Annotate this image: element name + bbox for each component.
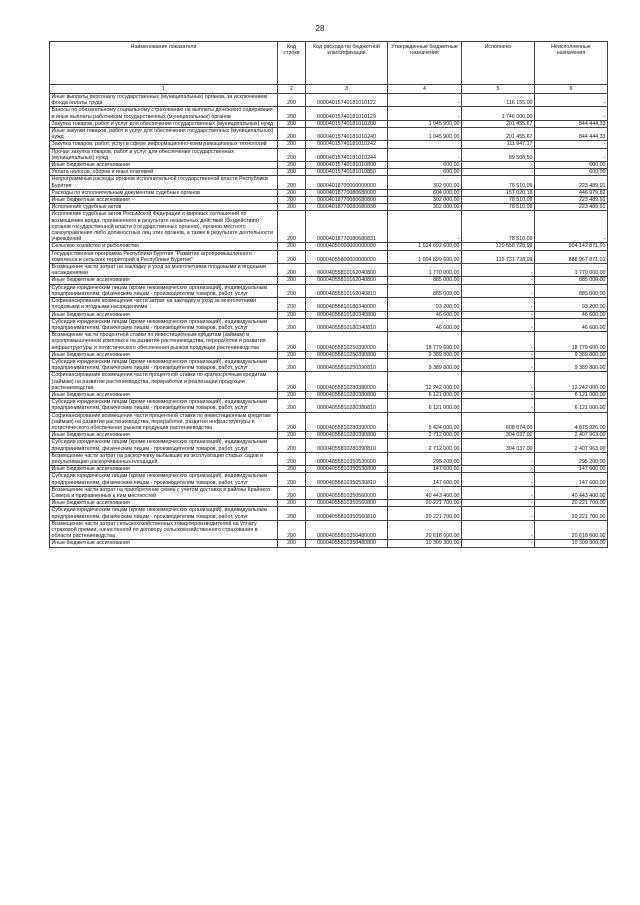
executed-amount-cell: - bbox=[462, 318, 535, 331]
budget-code-cell: 00004018770080680830 bbox=[306, 204, 388, 211]
unexecuted-amount-cell: 20 221 700,00 bbox=[535, 500, 608, 507]
executed-amount-cell: 120 558 728,99 bbox=[462, 243, 535, 250]
indicator-name-cell: Иные закупки товаров, работ и услуг для обеспечения государственных (муниципальных) нужд bbox=[50, 128, 278, 141]
line-code-cell: 200 bbox=[278, 391, 306, 398]
approved-amount-cell: 9 389 800,00 bbox=[388, 351, 462, 358]
table-row bbox=[50, 243, 608, 250]
line-code-cell: 200 bbox=[278, 204, 306, 211]
unexecuted-amount-cell: 888 967 871,01 bbox=[535, 250, 608, 263]
column-number: 2 bbox=[278, 85, 306, 94]
table-row bbox=[50, 162, 608, 169]
budget-code-cell: 00004055810350560810 bbox=[306, 507, 388, 520]
unexecuted-amount-cell: 1 770 000,00 bbox=[535, 264, 608, 277]
table-row bbox=[50, 250, 608, 263]
unexecuted-amount-cell: 844 444,33 bbox=[535, 128, 608, 141]
budget-code-cell: 00004055810350480000 bbox=[306, 520, 388, 540]
executed-amount-cell: 1 746 000,00 bbox=[462, 107, 535, 120]
unexecuted-amount-cell: 147 600,00 bbox=[535, 466, 608, 473]
table-row bbox=[50, 264, 608, 277]
unexecuted-amount-cell: 223 489,91 bbox=[535, 197, 608, 204]
approved-amount-cell: 600,00 bbox=[388, 169, 462, 176]
approved-amount-cell: - bbox=[388, 211, 462, 243]
approved-amount-cell: 2 712 000,00 bbox=[388, 439, 462, 452]
table-row bbox=[50, 318, 608, 331]
budget-code-cell: 00004018700000000000 bbox=[306, 176, 388, 189]
unexecuted-amount-cell: 18 779 600,00 bbox=[535, 332, 608, 352]
line-code-cell: 200 bbox=[278, 540, 306, 547]
approved-amount-cell: 302 000,00 bbox=[388, 204, 462, 211]
table-row bbox=[50, 197, 608, 204]
approved-amount-cell: 1 045 900,00 bbox=[388, 120, 462, 127]
budget-code-cell: 00004015740181010200 bbox=[306, 120, 388, 127]
executed-amount-cell: - bbox=[462, 372, 535, 392]
approved-amount-cell: 1 045 900,00 bbox=[388, 128, 462, 141]
table-row bbox=[50, 204, 608, 211]
approved-amount-cell: 40 443 400,00 bbox=[388, 486, 462, 499]
indicator-name-cell: Иные бюджетные ассигнования bbox=[50, 311, 278, 318]
unexecuted-amount-cell: 46 600,00 bbox=[535, 318, 608, 331]
indicator-name-cell: Иные бюджетные ассигнования bbox=[50, 500, 278, 507]
table-row bbox=[50, 399, 608, 412]
line-code-cell: 200 bbox=[278, 120, 306, 127]
table-row bbox=[50, 391, 608, 398]
header-indicator-name: Наименование показателя bbox=[50, 42, 278, 85]
approved-amount-cell: 9 389 800,00 bbox=[388, 358, 462, 371]
executed-amount-cell: - bbox=[462, 520, 535, 540]
indicator-name-cell: Софинансирование возмещения части затрат на закладку и уход за многолетними плодовыми и ягодными насаждениями bbox=[50, 298, 278, 311]
budget-code-cell: 00004055810350530000 bbox=[306, 452, 388, 465]
unexecuted-amount-cell: 295 200,00 bbox=[535, 452, 608, 465]
executed-amount-cell: - bbox=[462, 399, 535, 412]
line-code-cell: 200 bbox=[278, 243, 306, 250]
header-executed: Исполнено bbox=[462, 42, 535, 85]
approved-amount-cell: 20 221 700,00 bbox=[388, 507, 462, 520]
unexecuted-amount-cell: 6 121 000,00 bbox=[535, 391, 608, 398]
line-code-cell: 200 bbox=[278, 264, 306, 277]
budget-code-cell: 00004055810280380000 bbox=[306, 372, 388, 392]
table-row bbox=[50, 298, 608, 311]
indicator-name-cell: Возмещение части затрат на раскорчевку выбывших из эксплуатации старых садов и рекультивацию раскорчеванных площадей bbox=[50, 452, 278, 465]
unexecuted-amount-cell: 885 000,00 bbox=[535, 277, 608, 284]
table-row bbox=[50, 284, 608, 297]
table-row bbox=[50, 439, 608, 452]
executed-amount-cell: - bbox=[462, 391, 535, 398]
indicator-name-cell: Расходы по исполнительным документам судебных органов bbox=[50, 189, 278, 196]
executed-amount-cell: 201 455,67 bbox=[462, 120, 535, 127]
budget-code-cell: 00004015740181010242 bbox=[306, 141, 388, 148]
executed-amount-cell: 157 020,18 bbox=[462, 189, 535, 196]
header-unexecuted-assignments: Неисполненные назначения bbox=[535, 42, 608, 85]
approved-amount-cell: 20 618 600,00 bbox=[388, 520, 462, 540]
indicator-name-cell: Исполнение судебных актов bbox=[50, 204, 278, 211]
executed-amount-cell: - bbox=[462, 298, 535, 311]
line-code-cell: 200 bbox=[278, 211, 306, 243]
unexecuted-amount-cell: - bbox=[535, 141, 608, 148]
table-row bbox=[50, 412, 608, 432]
table-row bbox=[50, 372, 608, 392]
executed-amount-cell: - bbox=[462, 358, 535, 371]
table-row bbox=[50, 432, 608, 439]
budget-code-cell: 00004055810180340810 bbox=[306, 318, 388, 331]
budget-code-cell: 00004055810162040800 bbox=[306, 277, 388, 284]
executed-amount-cell: 304 037,00 bbox=[462, 439, 535, 452]
table-row bbox=[50, 211, 608, 243]
executed-amount-cell: - bbox=[462, 277, 535, 284]
approved-amount-cell: 295 200,00 bbox=[388, 452, 462, 465]
unexecuted-amount-cell: - bbox=[535, 211, 608, 243]
approved-amount-cell: - bbox=[388, 107, 462, 120]
executed-amount-cell: - bbox=[462, 507, 535, 520]
table-body bbox=[50, 94, 608, 548]
unexecuted-amount-cell: 2 407 963,00 bbox=[535, 432, 608, 439]
column-number: 4 bbox=[388, 85, 462, 94]
line-code-cell: 200 bbox=[278, 358, 306, 371]
executed-amount-cell: 608 074,00 bbox=[462, 412, 535, 432]
indicator-name-cell: Субсидии юридическим лицам (кроме некоммерческих организаций), индивидуальным предпринимателям, физическим лицам - производителям товаров, работ, услуг bbox=[50, 284, 278, 297]
table-row bbox=[50, 128, 608, 141]
budget-code-cell: 00004055810250390810 bbox=[306, 358, 388, 371]
table-row bbox=[50, 520, 608, 540]
budget-code-cell: 00004018770080680800 bbox=[306, 197, 388, 204]
executed-amount-cell: - bbox=[462, 162, 535, 169]
executed-amount-cell: 78 510,09 bbox=[462, 211, 535, 243]
line-code-cell: 200 bbox=[278, 439, 306, 452]
indicator-name-cell: Исполнение судебных актов Российской Федерации и мировых соглашений по возмещению вреда, причиненного в результате незаконных действий (бездействия) органов государственной власти (государственных органов), органов местного самоуправления либо должностных лиц этих органов, а также в результате деятельности учреждений bbox=[50, 211, 278, 243]
indicator-name-cell: Государственная программа Республики Бурятия "Развитие агропромышленного комплекса и сельских территорий в Республике Бурятия" bbox=[50, 250, 278, 263]
budget-code-cell: 00004015740181010240 bbox=[306, 128, 388, 141]
indicator-name-cell: Взносы по обязательному социальному страхованию на выплаты денежного содержания и иные выплаты работникам государственных (муниципальных) органов bbox=[50, 107, 278, 120]
budget-code-cell: 00004055810350560800 bbox=[306, 500, 388, 507]
executed-amount-cell: - bbox=[462, 452, 535, 465]
line-code-cell: 200 bbox=[278, 500, 306, 507]
unexecuted-amount-cell: 885 000,00 bbox=[535, 284, 608, 297]
indicator-name-cell: Возмещение части затрат на закладку и уход за многолетними плодовыми и ягодными насаждениями bbox=[50, 264, 278, 277]
table-row bbox=[50, 500, 608, 507]
indicator-name-cell: Иные бюджетные ассигнования bbox=[50, 540, 278, 547]
table-row bbox=[50, 358, 608, 371]
executed-amount-cell: 111 947,17 bbox=[462, 141, 535, 148]
approved-amount-cell: 46 600,00 bbox=[388, 311, 462, 318]
unexecuted-amount-cell: 20 618 600,00 bbox=[535, 520, 608, 540]
budget-code-cell: 00004015740181010850 bbox=[306, 169, 388, 176]
approved-amount-cell: 18 779 600,00 bbox=[388, 332, 462, 352]
budget-code-cell: 00004015740181010800 bbox=[306, 162, 388, 169]
indicator-name-cell: Иные бюджетные ассигнования bbox=[50, 162, 278, 169]
line-code-cell: 200 bbox=[278, 318, 306, 331]
line-code-cell: 200 bbox=[278, 486, 306, 499]
indicator-name-cell: Софинансирование возмещения части процентной ставки по краткосрочным кредитам (займам) на развитие растениеводства, переработки и реализации продукции растениеводства bbox=[50, 372, 278, 392]
approved-amount-cell: 2 712 000,00 bbox=[388, 432, 462, 439]
indicator-name-cell: Сельское хозяйство и рыболовство bbox=[50, 243, 278, 250]
line-code-cell: 200 bbox=[278, 141, 306, 148]
table-row bbox=[50, 540, 608, 547]
executed-amount-cell: 116 155,00 bbox=[462, 94, 535, 107]
indicator-name-cell: Субсидии юридическим лицам (кроме некоммерческих организаций), индивидуальным предпринимателям, физическим лицам - производителям товаров, работ, услуг bbox=[50, 399, 278, 412]
executed-amount-cell: - bbox=[462, 500, 535, 507]
indicator-name-cell: Субсидии юридическим лицам (кроме некоммерческих организаций), индивидуальным предпринимателям, физическим лицам - производителям товаров, работ, услуг bbox=[50, 358, 278, 371]
header-budget-classification-code: Код расхода по бюджетной классификации bbox=[306, 42, 388, 85]
line-code-cell: 200 bbox=[278, 189, 306, 196]
unexecuted-amount-cell: - bbox=[535, 94, 608, 107]
executed-amount-cell: 78 510,09 bbox=[462, 176, 535, 189]
budget-code-cell: 00004055810180340000 bbox=[306, 298, 388, 311]
indicator-name-cell: Прочая закупка товаров, работ и услуг для обеспечения государственных (муниципальных) нужд bbox=[50, 148, 278, 161]
indicator-name-cell: Иные бюджетные ассигнования bbox=[50, 277, 278, 284]
line-code-cell: 200 bbox=[278, 432, 306, 439]
table-row bbox=[50, 189, 608, 196]
unexecuted-amount-cell: 40 443 400,00 bbox=[535, 486, 608, 499]
table-row bbox=[50, 452, 608, 465]
budget-code-cell: 00004055810280390800 bbox=[306, 432, 388, 439]
table-header-row bbox=[50, 42, 608, 85]
unexecuted-amount-cell: 223 489,91 bbox=[535, 204, 608, 211]
line-code-cell: 200 bbox=[278, 452, 306, 465]
approved-amount-cell: 6 121 000,00 bbox=[388, 399, 462, 412]
table-row bbox=[50, 473, 608, 486]
budget-code-cell: 00004055810280390810 bbox=[306, 439, 388, 452]
table-row bbox=[50, 486, 608, 499]
executed-amount-cell: 115 731 728,99 bbox=[462, 250, 535, 263]
unexecuted-amount-cell: 904 142 871,01 bbox=[535, 243, 608, 250]
budget-code-cell: 00004055810250390800 bbox=[306, 351, 388, 358]
budget-code-cell: 00004015740181010244 bbox=[306, 148, 388, 161]
column-number-row bbox=[50, 85, 608, 94]
table-row bbox=[50, 176, 608, 189]
line-code-cell: 200 bbox=[278, 250, 306, 263]
approved-amount-cell: 6 121 000,00 bbox=[388, 391, 462, 398]
page-number: 28 bbox=[315, 24, 325, 33]
indicator-name-cell: Закупка товаров, работ и услуг для обеспечения государственных (муниципальных) нужд bbox=[50, 120, 278, 127]
approved-amount-cell: 20 221 700,00 bbox=[388, 500, 462, 507]
executed-amount-cell: - bbox=[462, 332, 535, 352]
line-code-cell: 200 bbox=[278, 332, 306, 352]
budget-code-cell: 00004050000000000000 bbox=[306, 243, 388, 250]
budget-code-cell: 00004018770080680000 bbox=[306, 189, 388, 196]
executed-amount-cell: 78 510,09 bbox=[462, 204, 535, 211]
approved-amount-cell: 12 242 000,00 bbox=[388, 372, 462, 392]
approved-amount-cell: 885 000,00 bbox=[388, 284, 462, 297]
approved-amount-cell: 147 600,00 bbox=[388, 466, 462, 473]
indicator-name-cell: Субсидии юридическим лицам (кроме некоммерческих организаций), индивидуальным предпринимателям, физическим лицам - производителям товаров, работ, услуг bbox=[50, 318, 278, 331]
table-row bbox=[50, 351, 608, 358]
line-code-cell: 200 bbox=[278, 311, 306, 318]
line-code-cell: 200 bbox=[278, 277, 306, 284]
indicator-name-cell: Иные бюджетные ассигнования bbox=[50, 197, 278, 204]
indicator-name-cell: Непрограммные расходы органов исполнительной государственной власти Республики Бурятия bbox=[50, 176, 278, 189]
approved-amount-cell: - bbox=[388, 94, 462, 107]
executed-amount-cell: - bbox=[462, 284, 535, 297]
executed-amount-cell: - bbox=[462, 540, 535, 547]
executed-amount-cell: - bbox=[462, 486, 535, 499]
budget-code-cell: 00004055810350530800 bbox=[306, 466, 388, 473]
table-row bbox=[50, 169, 608, 176]
line-code-cell: 200 bbox=[278, 351, 306, 358]
line-code-cell: 200 bbox=[278, 520, 306, 540]
line-code-cell: 200 bbox=[278, 94, 306, 107]
indicator-name-cell: Субсидии юридическим лицам (кроме некоммерческих организаций), индивидуальным предпринимателям, физическим лицам - производителям товаров, работ, услуг bbox=[50, 473, 278, 486]
approved-amount-cell: 147 600,00 bbox=[388, 473, 462, 486]
line-code-cell: 200 bbox=[278, 162, 306, 169]
budget-code-cell: 00004055800000000000 bbox=[306, 250, 388, 263]
unexecuted-amount-cell: 446 979,82 bbox=[535, 189, 608, 196]
unexecuted-amount-cell: 4 815 926,00 bbox=[535, 412, 608, 432]
indicator-name-cell: Софинансирование возмещения части процентной ставки по инвестиционным кредитам (займам) на развитие растениеводства, переработки, развития инфраструктуры и логистического обеспечения рынков продукции растениеводства bbox=[50, 412, 278, 432]
budget-code-cell: 00004055810280380810 bbox=[306, 399, 388, 412]
unexecuted-amount-cell: 6 121 000,00 bbox=[535, 399, 608, 412]
header-line-code: Код строки bbox=[278, 42, 306, 85]
unexecuted-amount-cell: 9 389 800,00 bbox=[535, 351, 608, 358]
indicator-name-cell: Субсидии юридическим лицам (кроме некоммерческих организаций), индивидуальным предпринимателям, физическим лицам - производителям товаров, работ, услуг bbox=[50, 507, 278, 520]
executed-amount-cell: 78 510,09 bbox=[462, 197, 535, 204]
unexecuted-amount-cell: 20 221 700,00 bbox=[535, 507, 608, 520]
line-code-cell: 200 bbox=[278, 372, 306, 392]
executed-amount-cell: - bbox=[462, 466, 535, 473]
line-code-cell: 200 bbox=[278, 176, 306, 189]
column-number: 5 bbox=[462, 85, 535, 94]
approved-amount-cell: 600,00 bbox=[388, 162, 462, 169]
executed-amount-cell: 304 037,00 bbox=[462, 432, 535, 439]
line-code-cell: 200 bbox=[278, 399, 306, 412]
header-approved-assignments: Утвержденные бюджетные назначения bbox=[388, 42, 462, 85]
unexecuted-amount-cell: 844 444,33 bbox=[535, 120, 608, 127]
indicator-name-cell: Возмещение части процентной ставки по инвестиционным кредитам (займам) в агропромышленном комплексе на развитие растениеводства, переработки и развития инфраструктуры и логистического обеспечения рынков продукции растениеводства bbox=[50, 332, 278, 352]
column-number: 6 bbox=[535, 85, 608, 94]
line-code-cell: 200 bbox=[278, 466, 306, 473]
unexecuted-amount-cell: 147 600,00 bbox=[535, 473, 608, 486]
budget-code-cell: 00004015740181010129 bbox=[306, 107, 388, 120]
budget-code-cell: 00004055810350560000 bbox=[306, 486, 388, 499]
line-code-cell: 200 bbox=[278, 128, 306, 141]
unexecuted-amount-cell: 2 407 963,00 bbox=[535, 439, 608, 452]
approved-amount-cell: 302 000,00 bbox=[388, 197, 462, 204]
indicator-name-cell: Иные бюджетные ассигнования bbox=[50, 391, 278, 398]
table-row bbox=[50, 507, 608, 520]
indicator-name-cell: Возмещение части затрат на приобретение семян с учетом доставки в районы Крайнего Севера и приравненных к ним местностей bbox=[50, 486, 278, 499]
executed-amount-cell: 89 508,50 bbox=[462, 148, 535, 161]
executed-amount-cell: - bbox=[462, 169, 535, 176]
table-row bbox=[50, 107, 608, 120]
unexecuted-amount-cell: 10 309 300,00 bbox=[535, 540, 608, 547]
budget-report-table bbox=[49, 41, 608, 548]
table-row bbox=[50, 311, 608, 318]
indicator-name-cell: Уплата налогов, сборов и иных платежей bbox=[50, 169, 278, 176]
line-code-cell: 200 bbox=[278, 412, 306, 432]
approved-amount-cell: 10 309 300,00 bbox=[388, 540, 462, 547]
approved-amount-cell: 885 000,00 bbox=[388, 277, 462, 284]
table-row bbox=[50, 277, 608, 284]
unexecuted-amount-cell: - bbox=[535, 148, 608, 161]
budget-code-cell: 00004055810162040800 bbox=[306, 264, 388, 277]
approved-amount-cell: 5 424 000,00 bbox=[388, 412, 462, 432]
budget-code-cell: 00004055810350530810 bbox=[306, 473, 388, 486]
executed-amount-cell: - bbox=[462, 473, 535, 486]
line-code-cell: 200 bbox=[278, 197, 306, 204]
indicator-name-cell: Иные выплаты персоналу государственных (муниципальных) органов, за исключением фонда оплаты труда bbox=[50, 94, 278, 107]
table-row bbox=[50, 332, 608, 352]
column-number: 1 bbox=[50, 85, 278, 94]
unexecuted-amount-cell: 223 489,91 bbox=[535, 176, 608, 189]
budget-code-cell: 00004055810280390000 bbox=[306, 412, 388, 432]
indicator-name-cell: Иные бюджетные ассигнования bbox=[50, 432, 278, 439]
budget-code-cell: 00004018770080680831 bbox=[306, 211, 388, 243]
executed-amount-cell: - bbox=[462, 264, 535, 277]
line-code-cell: 200 bbox=[278, 107, 306, 120]
approved-amount-cell: 1 770 000,00 bbox=[388, 264, 462, 277]
approved-amount-cell: - bbox=[388, 148, 462, 161]
budget-code-cell: 00004055810250390000 bbox=[306, 332, 388, 352]
executed-amount-cell: - bbox=[462, 311, 535, 318]
line-code-cell: 200 bbox=[278, 507, 306, 520]
indicator-name-cell: Субсидии юридическим лицам (кроме некоммерческих организаций), индивидуальным предпринимателям, физическим лицам - производителям товаров, работ, услуг bbox=[50, 439, 278, 452]
column-number: 3 bbox=[306, 85, 388, 94]
unexecuted-amount-cell: - bbox=[535, 107, 608, 120]
approved-amount-cell: 93 200,00 bbox=[388, 298, 462, 311]
unexecuted-amount-cell: 600,00 bbox=[535, 162, 608, 169]
unexecuted-amount-cell: 93 200,00 bbox=[535, 298, 608, 311]
indicator-name-cell: Возмещение части затрат сельскохозяйственных товаропроизводителей на уплату страховой премии, начисленной по договору сельскохозяйственного страхования в области растениеводства bbox=[50, 520, 278, 540]
unexecuted-amount-cell: 600,00 bbox=[535, 169, 608, 176]
unexecuted-amount-cell: 12 242 000,00 bbox=[535, 372, 608, 392]
table-row bbox=[50, 120, 608, 127]
line-code-cell: 200 bbox=[278, 148, 306, 161]
budget-code-cell: 00004055810162040810 bbox=[306, 284, 388, 297]
approved-amount-cell: 1 024 692 600,00 bbox=[388, 243, 462, 250]
indicator-name-cell: Закупка товаров, работ, услуг в сфере информационно-коммуникационных технологий bbox=[50, 141, 278, 148]
line-code-cell: 200 bbox=[278, 169, 306, 176]
budget-code-cell: 00004015740181010122 bbox=[306, 94, 388, 107]
budget-code-cell: 00004055810350480800 bbox=[306, 540, 388, 547]
budget-code-cell: 00004055810280380800 bbox=[306, 391, 388, 398]
approved-amount-cell: 302 000,00 bbox=[388, 176, 462, 189]
executed-amount-cell: 201 455,67 bbox=[462, 128, 535, 141]
budget-code-cell: 00004055810180340800 bbox=[306, 311, 388, 318]
table-row bbox=[50, 466, 608, 473]
approved-amount-cell: - bbox=[388, 141, 462, 148]
unexecuted-amount-cell: 9 389 800,00 bbox=[535, 358, 608, 371]
table-row bbox=[50, 141, 608, 148]
line-code-cell: 200 bbox=[278, 284, 306, 297]
indicator-name-cell: Иные бюджетные ассигнования bbox=[50, 466, 278, 473]
unexecuted-amount-cell: 46 600,00 bbox=[535, 311, 608, 318]
approved-amount-cell: 46 600,00 bbox=[388, 318, 462, 331]
table-row bbox=[50, 148, 608, 161]
indicator-name-cell: Иные бюджетные ассигнования bbox=[50, 351, 278, 358]
line-code-cell: 200 bbox=[278, 298, 306, 311]
approved-amount-cell: 1 004 699 600,00 bbox=[388, 250, 462, 263]
line-code-cell: 200 bbox=[278, 473, 306, 486]
executed-amount-cell: - bbox=[462, 351, 535, 358]
approved-amount-cell: 604 000,00 bbox=[388, 189, 462, 196]
table-row bbox=[50, 94, 608, 107]
